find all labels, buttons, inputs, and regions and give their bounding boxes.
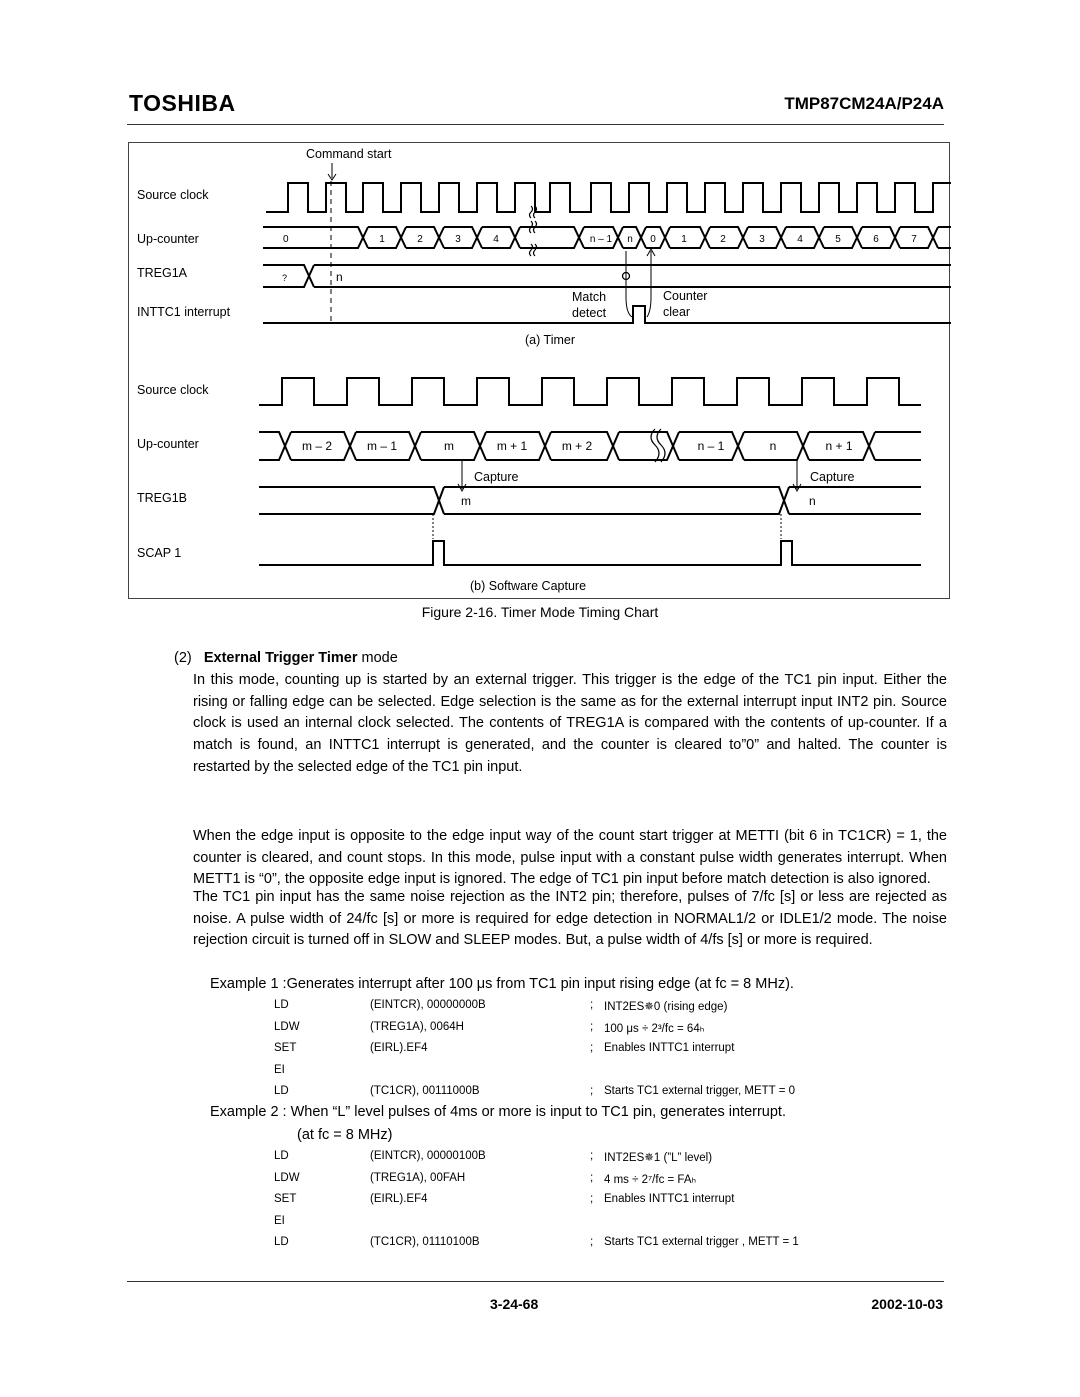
- counter-value: n + 1: [825, 439, 853, 453]
- counter-value: 0: [650, 234, 656, 245]
- paragraph: In this mode, counting up is started by an external trigger. This trigger is the edge of the TC1 pin input. Either the rising or falling edge can be selected. Edge selection is the same as for the external interrupt input INT2 pin. Source clock is used an internal clock selected. The contents of TREG1A is compared with the contents of up-counter. If a match is found, an INTTC1 interrupt is generated, and the counter is cleared to”0” and halted. The counter is restarted by the selected edge of the TC1 pin input.: [193, 672, 947, 775]
- code-op: LD: [274, 1236, 289, 1248]
- figure-caption: Figure 2-16. Timer Mode Timing Chart: [421, 604, 659, 620]
- code-comment: INT2ES✵0 (rising edge): [604, 1001, 728, 1013]
- code-arg: (EINTCR), 00000100B: [370, 1150, 486, 1162]
- subcaption-a: (a) Timer: [525, 333, 575, 347]
- signal-label: TREG1B: [137, 491, 188, 505]
- timing-chart-figure: [128, 142, 950, 599]
- document-date: 2002-10-03: [871, 1296, 943, 1312]
- timing-diagram: [129, 143, 951, 600]
- inttc1-interrupt-signal: [263, 306, 951, 323]
- code-comment: Enables INTTC1 interrupt: [604, 1193, 735, 1205]
- code-op: EI: [274, 1063, 285, 1076]
- counter-value: 3: [455, 234, 461, 245]
- code-op: LD: [274, 999, 289, 1011]
- treg-value: n: [336, 270, 343, 284]
- signal-label: TREG1A: [137, 266, 188, 280]
- code-op: LD: [274, 1150, 289, 1162]
- code-semi: ;: [590, 1085, 594, 1097]
- command-start-label: Command start: [306, 147, 392, 161]
- counter-value: n – 1: [697, 439, 725, 453]
- clear-arrow: [647, 251, 651, 317]
- break-marker: [530, 206, 533, 218]
- treg1a-bottom: [263, 265, 951, 287]
- counter-clear-label: Counter: [663, 289, 708, 303]
- footer-divider: [127, 1281, 944, 1282]
- code-semi: ;: [590, 999, 594, 1011]
- code-comment: Enables INTTC1 interrupt: [604, 1042, 735, 1054]
- counter-value: 1: [681, 234, 687, 245]
- code-arg: (TC1CR), 00111000B: [370, 1085, 480, 1097]
- counter-value: m – 1: [366, 439, 398, 453]
- part-number: TMP87CM24A/P24A: [784, 94, 944, 113]
- capture-label: Capture: [810, 470, 855, 484]
- code-semi: ;: [590, 1171, 594, 1184]
- code-semi: ;: [590, 1020, 594, 1033]
- code-op: LD: [274, 1085, 289, 1097]
- counter-value: m – 2: [301, 439, 333, 453]
- counter-value: 6: [873, 234, 879, 245]
- counter-value: n: [627, 234, 633, 245]
- counter-value: 3: [759, 234, 765, 245]
- section-title-bold: External Trigger Timer: [203, 650, 358, 666]
- paragraph: When the edge input is opposite to the edge input way of the count start trigger at METTI (bit 6 in TC1CR) = 1, the counter is cleared, and count stops. In this mode, pulse input with a constant pulse width generates interrupt. When METT1 is “0”, the opposite edge input is ignored. The edge of TC1 pin input before match detection is also ignored.: [193, 828, 947, 888]
- code-arg: (EINTCR), 00000000B: [370, 999, 486, 1011]
- subcaption-b: (b) Software Capture: [470, 579, 587, 593]
- code-comment: Starts TC1 external trigger, METT = 0: [604, 1085, 795, 1097]
- code-arg: (TREG1A), 00FAH: [370, 1171, 466, 1184]
- code-arg: (EIRL).EF4: [370, 1042, 428, 1054]
- brand-logo: TOSHIBA: [129, 90, 236, 116]
- code-arg: (TC1CR), 01110100B: [370, 1236, 480, 1248]
- counter-value: 0: [283, 234, 289, 245]
- code-op: LDW: [274, 1171, 300, 1184]
- treg-value: n: [809, 494, 816, 508]
- code-op: LDW: [274, 1020, 300, 1033]
- page-number: 3-24-68: [490, 1296, 539, 1312]
- counter-value: 7: [911, 234, 917, 245]
- counter-value: 2: [417, 234, 423, 245]
- signal-label: Up-counter: [137, 437, 199, 451]
- break-marker: [530, 244, 533, 256]
- source-clock-a: [266, 183, 951, 212]
- code-op: SET: [274, 1042, 297, 1054]
- code-semi: ;: [590, 1042, 594, 1054]
- counter-value: m + 2: [561, 439, 593, 453]
- treg-value: m: [461, 494, 471, 508]
- code-comment: 4 ms ÷ 2⁷/fc = FAₕ: [604, 1173, 697, 1186]
- code-semi: ;: [590, 1150, 594, 1162]
- counter-value: 4: [797, 234, 803, 245]
- counter-value: 2: [720, 234, 726, 245]
- signal-label: Up-counter: [137, 232, 199, 246]
- match-arrow: [626, 251, 632, 317]
- capture-label: Capture: [474, 470, 519, 484]
- source-clock-b: [259, 378, 921, 405]
- match-detect-label: detect: [572, 306, 607, 320]
- scap1-signal: [259, 541, 921, 565]
- code-comment: INT2ES✵1 (”L” level): [604, 1152, 713, 1164]
- code-op: EI: [274, 1214, 285, 1227]
- treg1a-top: [263, 265, 951, 287]
- code-semi: ;: [590, 1236, 594, 1248]
- code-op: SET: [274, 1193, 297, 1205]
- counter-value: 1: [379, 234, 385, 245]
- treg1b-bottom: [259, 487, 921, 514]
- signal-label: Source clock: [137, 383, 209, 397]
- counter-value: m + 1: [496, 439, 528, 453]
- section-number: (2): [174, 650, 192, 666]
- code-semi: ;: [590, 1193, 594, 1205]
- section-title-rest: mode: [357, 650, 398, 666]
- counter-value: n – 1: [589, 234, 613, 245]
- counter-value: n: [769, 439, 777, 453]
- header-divider: [127, 124, 944, 125]
- section-heading: [174, 650, 398, 666]
- counter-value: 5: [835, 234, 841, 245]
- signal-label: Source clock: [137, 188, 209, 202]
- counter-value: m: [444, 439, 454, 453]
- break-marker: [534, 244, 537, 256]
- treg-value: ?: [282, 273, 288, 283]
- counter-clear-label: clear: [663, 305, 691, 319]
- code-comment: 100 μs ÷ 2³/fc = 64ₕ: [604, 1022, 705, 1035]
- example-2-title: Example 2 : When “L” level pulses of 4ms or more is input to TC1 pin, generates interrupt.: [210, 1104, 786, 1120]
- code-arg: (EIRL).EF4: [370, 1193, 428, 1205]
- code-arg: (TREG1A), 0064H: [370, 1020, 464, 1033]
- signal-label: INTTC1 interrupt: [137, 305, 231, 319]
- code-comment: Starts TC1 external trigger , METT = 1: [604, 1236, 799, 1248]
- example-2-title-line2: (at fc = 8 MHz): [297, 1127, 393, 1143]
- counter-value: 4: [493, 234, 499, 245]
- match-detect-label: Match: [572, 290, 607, 304]
- example-1-title: Example 1 :Generates interrupt after 100 μs from TC1 pin input rising edge (at fc = 8 MHz).: [210, 976, 794, 992]
- paragraph: The TC1 pin input has the same noise rejection as the INT2 pin; therefore, pulses of 7/fc [s] or less are rejected as noise. A pulse width of 24/fc [s] or more is required for edge detection in NORMAL1/2 or IDLE1/2 mode. The noise rejection circuit is turned off in SLOW and SLEEP modes. But, a pulse width of 4/fs [s] or more is required.: [193, 889, 947, 949]
- signal-label: SCAP 1: [137, 546, 182, 560]
- treg1b-top: [259, 487, 921, 514]
